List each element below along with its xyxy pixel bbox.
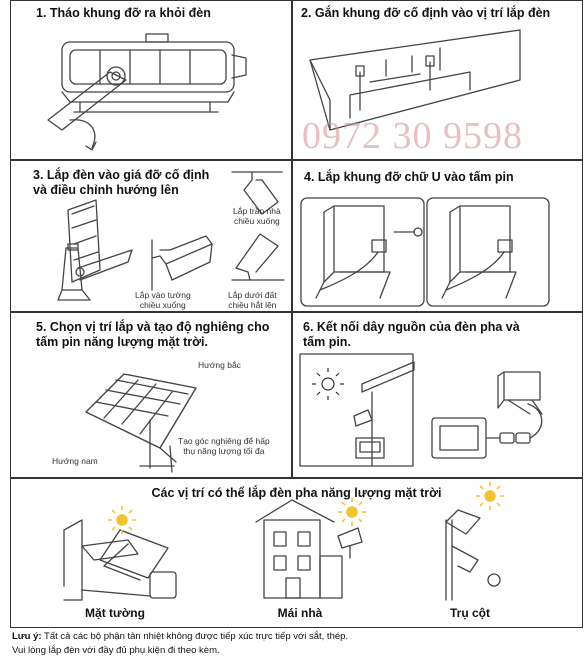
step3-light-illustration <box>58 172 284 300</box>
note-line-2: Vui lòng lắp đèn với đầy đủ phụ kiện đi theo kèm. <box>12 645 220 656</box>
sun-outline-icon <box>312 368 344 400</box>
position-roof-caption: Mái nhà <box>277 606 323 620</box>
step4-panel-illustration <box>301 198 549 306</box>
position-pole-caption: Trụ cột <box>449 606 490 620</box>
label-ceiling-mount: Lắp trần nhà chiều xuống <box>233 206 281 226</box>
step-3-title: 3. Lắp đèn vào giá đỡ cố định và điều chỉnh hướng lên <box>33 168 210 197</box>
step-6-title: 6. Kết nối dây nguồn của đèn pha và tấm pin. <box>303 320 520 349</box>
sun-icon-roof <box>338 498 366 526</box>
step5-panel-illustration <box>86 374 196 472</box>
phone-watermark: 0972 30 9598 <box>302 115 523 157</box>
label-south: Hướng nam <box>52 456 98 466</box>
positions-illustrations <box>64 500 500 600</box>
step1-light-illustration <box>48 34 246 150</box>
positions-title: Các vị trí có thể lắp đèn pha năng lượng mặt trời <box>151 486 442 500</box>
note <box>12 630 348 658</box>
label-ground-mount: Lắp dưới đất chiều hắt lên <box>228 290 277 310</box>
label-north: Hướng bắc <box>198 360 241 370</box>
step-2-title: 2. Gắn khung đỡ cố định vào vị trí lắp đèn <box>301 6 551 20</box>
step6-wiring-illustration <box>300 354 542 466</box>
label-wall-mount: Lắp vào tường chiều xuống <box>135 290 191 310</box>
position-wall-caption: Mặt tường <box>85 606 145 620</box>
note-line-1: Tất cả các bộ phận tản nhiệt không được tiếp xúc trực tiếp với sắt, thép. <box>41 631 349 642</box>
note-label: Lưu ý: <box>12 631 42 642</box>
step-5-title: 5. Chọn vị trí lắp và tạo độ nghiêng cho tấm pin năng lượng mặt trời. <box>36 320 270 349</box>
sun-icon-wall <box>108 506 136 534</box>
step-4-title: 4. Lắp khung đỡ chữ U vào tấm pin <box>304 170 514 184</box>
step-1-title: 1. Tháo khung đỡ ra khỏi đèn <box>36 6 211 20</box>
label-tilt: Tạo góc nghiêng để hấp thụ năng lượng tối đa <box>178 436 270 456</box>
